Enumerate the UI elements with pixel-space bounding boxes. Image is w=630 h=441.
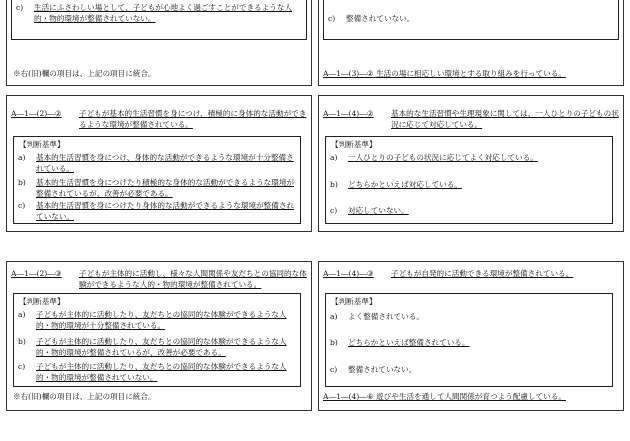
item-text: どちらかといえば対応している。: [348, 180, 462, 189]
item-marker: a): [330, 153, 338, 162]
item-marker: c): [18, 362, 26, 371]
item-heading-text: 子どもが主体的に活動し、様々な人間関係や友だちとの協同的な体験ができるような人的・物的環境が整備されている。: [79, 269, 307, 289]
criteria-item-a: [18, 152, 296, 176]
item-text: 整備されていない。: [348, 365, 417, 374]
item-heading-id: A―1―(4)―②: [323, 109, 374, 118]
item-marker: b): [18, 178, 26, 187]
related-item-footer: A―1―(4)―⑥ 遊びや生活を通して人間関係が育つよう配慮している。: [323, 392, 566, 401]
item-text: 一人ひとりの子どもの状況に応じてよく対応している。: [348, 153, 538, 162]
item-heading-id: A―1―(4)―③: [323, 269, 374, 278]
bot-right-cell: [318, 261, 624, 411]
item-text: 基本的生活習慣を身につけたり積極的な身体的な活動ができるような環境が整備されているが、改善が必要である。: [36, 178, 295, 198]
item-heading-id: A―1―(2)―②: [11, 109, 62, 118]
item-marker: b): [330, 338, 338, 347]
item-text: 基本的生活習慣を身につけたり身体的な活動ができるような環境が整備されていない。: [36, 201, 295, 221]
criteria-item-c: [16, 2, 302, 26]
related-item-footer: A―1―(3)―② 生活の場に相応しい環境とする取り組みを行っている。: [323, 69, 566, 78]
item-text: 整備されていない。: [346, 14, 415, 23]
criteria-box: [13, 136, 301, 224]
item-marker: c): [330, 365, 338, 374]
item-marker: a): [18, 310, 26, 319]
criteria-label: 【判断基準】: [331, 297, 377, 306]
item-text: 子どもが主体的に活動したり、友だちとの協同的な体験ができるような人的・物的環境が十分整備されている。: [36, 310, 287, 330]
criteria-item-a: [18, 309, 296, 333]
item-marker: c): [330, 206, 338, 215]
item-marker: c): [18, 201, 26, 210]
criteria-item-b: [18, 336, 296, 360]
item-text: 生活にふさわしい場として、子どもが心地よく過ごすことができるような人的・物的環境が整備されていない。: [34, 3, 293, 23]
criteria-item-b: [18, 177, 296, 201]
criteria-box: [13, 293, 301, 387]
item-marker: a): [18, 153, 26, 162]
top-right-criteria-box: [323, 0, 619, 40]
item-marker: b): [18, 337, 26, 346]
top-left-cell: [6, 0, 312, 86]
item-marker: c): [328, 14, 336, 23]
item-text: どちらかといえば整備されている。: [348, 338, 470, 347]
mid-right-cell: [318, 95, 624, 232]
top-right-cell: [318, 0, 624, 86]
top-left-criteria-box: [11, 0, 307, 40]
merge-note: ※右(旧)欄の項目は、上記の項目に統合。: [13, 392, 156, 401]
mid-left-cell: [6, 95, 312, 232]
item-heading-text: 子どもが基本的生活習慣を身につけ、積極的に身体的な活動ができるような環境が整備されている。: [79, 109, 307, 129]
item-text: 子どもが主体的に活動したり、友だちとの協同的な体験ができるような人的・物的環境が整備されていない。: [36, 362, 287, 382]
criteria-label: 【判断基準】: [19, 140, 65, 149]
item-marker: c): [16, 3, 24, 12]
bot-left-cell: [6, 261, 312, 411]
merge-note: ※右(旧)欄の項目は、上記の項目に統合。: [13, 69, 156, 78]
criteria-label: 【判断基準】: [19, 297, 65, 306]
item-marker: b): [330, 180, 338, 189]
item-heading-text: 基本的な生活習慣や生理現象に関しては、一人ひとりの子どもの状況に応じて対応している。: [391, 109, 619, 129]
criteria-box: [325, 136, 613, 224]
item-text: 対応していない。: [348, 206, 409, 215]
item-heading-id: A―1―(2)―③: [11, 269, 62, 278]
item-text: よく整備されている。: [348, 312, 424, 321]
criteria-label: 【判断基準】: [331, 140, 377, 149]
criteria-item-c: [18, 361, 296, 385]
criteria-item-c: [18, 200, 296, 224]
item-marker: a): [330, 312, 338, 321]
item-text: 基本的生活習慣を身につけ、身体的な活動ができるような環境が十分整備されている。: [36, 153, 294, 173]
item-text: 子どもが主体的に活動したり、友だちとの協同的な体験ができるような人的・物的環境が整備されているが、改善が必要である。: [36, 337, 287, 357]
item-heading-text: 子どもが自発的に活動できる環境が整備されている。: [391, 269, 574, 278]
criteria-box: [325, 293, 613, 387]
